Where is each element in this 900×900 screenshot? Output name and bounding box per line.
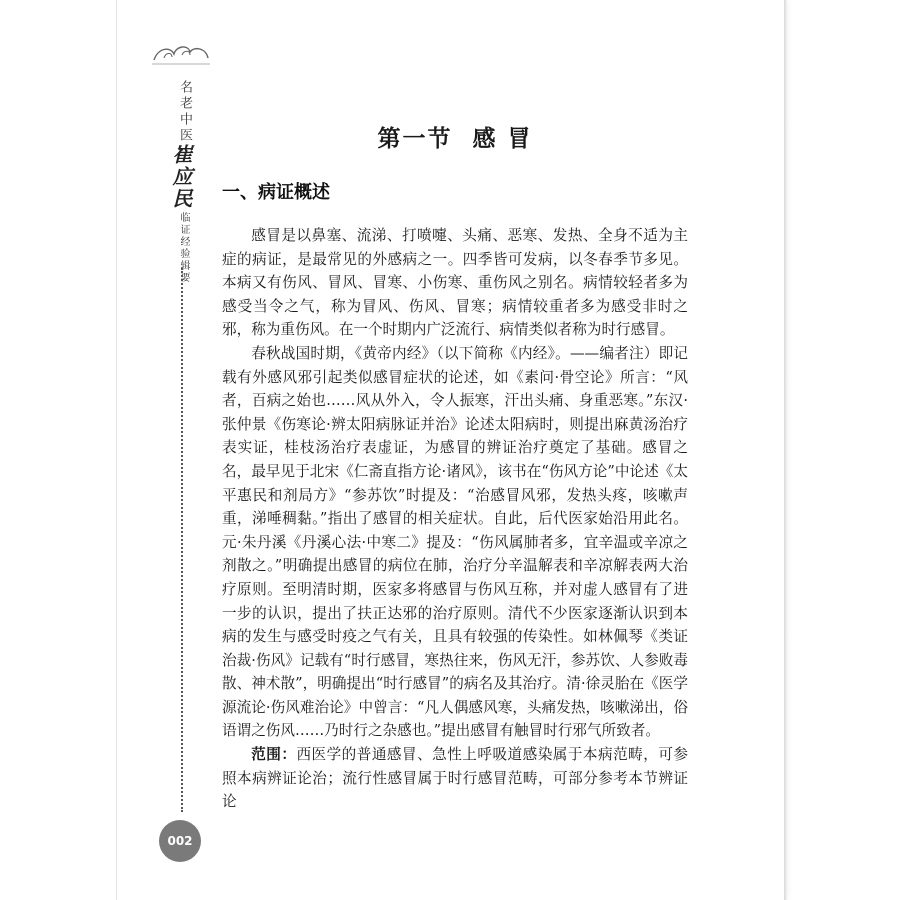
body-text bbox=[222, 224, 688, 814]
page-edge bbox=[784, 0, 787, 900]
series-title: 名老中医 bbox=[177, 80, 192, 144]
scope-label: 范围： bbox=[251, 746, 297, 764]
cloud-ornament-icon bbox=[150, 38, 212, 68]
scope-text: 西医学的普通感冒、急性上呼吸道感染属于本病范畴，可参照本病辨证论治；流行性感冒属于时行感冒范畴，可部分参考本节辨证论 bbox=[222, 746, 688, 811]
paragraph: 春秋战国时期，《黄帝内经》（以下简称《内经》。——编者注）即记载有外感风邪引起类似感冒症状的论述，如《素问·骨空论》所言：“风者，百病之始也……风从外入，令人振寒，汗出头痛、身重恶寒。”东汉·张仲景《伤寒论·辨太阳病脉证并治》论述太阳病时，则提出麻黄汤治疗表实证，桂枝汤治疗表虚证，为感冒的辨证治疗奠定了基础。感冒之名，最早见于北宋《仁斋直指方论·诸风》，该书在“伤风方论”中论述《太平惠民和剂局方》“参苏饮”时提及：“治感冒风邪，发热头疼，咳嗽声重，涕唾稠黏。”指出了感冒的相关症状。自此，后代医家始沿用此名。元·朱丹溪《丹溪心法·中寒二》提及：“伤风属肺者多，宜辛温或辛凉之剂散之。”明确提出感冒的病位在肺，治疗分辛温解表和辛凉解表两大治疗原则。至明清时期，医家多将感冒与伤风互称，并对虚人感冒有了进一步的认识，提出了扶正达邪的治疗原则。清代不少医家逐渐认识到本病的发生与感受时疫之气有关，且具有较强的传染性。如林佩琴《类证治裁·伤风》记载有“时行感冒，寒热往来，伤风无汗，参苏饮、人参败毒散、神术散”，明确提出“时行感冒”的病名及其治疗。清·徐灵胎在《医学源流论·伤风难治论》中曾言：“凡人偶感风寒，头痛发热，咳嗽涕出，俗语谓之伤风……乃时行之杂感也。”提出感冒有触冒时行邪气所致者。 bbox=[222, 344, 688, 740]
page-number-badge: 002 bbox=[159, 820, 201, 862]
dotted-divider bbox=[181, 268, 183, 812]
series-subtitle: 临证经验辑要 bbox=[178, 212, 189, 284]
paragraph: 感冒是以鼻塞、流涕、打喷嚏、头痛、恶寒、发热、全身不适为主症的病证，是最常见的外感病之一。四季皆可发病，以冬春季节多见。本病又有伤风、冒风、冒寒、小伤寒、重伤风之别名。病情较轻者多为感受当令之气，称为冒风、伤风、冒寒；病情较重者多为感受非时之邪，称为重伤风。在一个时期内广泛流行、病情类似者称为时行感冒。 bbox=[222, 227, 688, 339]
series-author: 崔应民 bbox=[169, 144, 193, 210]
chapter-title: 第一节 感 冒 bbox=[377, 125, 533, 152]
section-heading: 一、病证概述 bbox=[222, 182, 330, 203]
scope-paragraph bbox=[222, 743, 688, 814]
